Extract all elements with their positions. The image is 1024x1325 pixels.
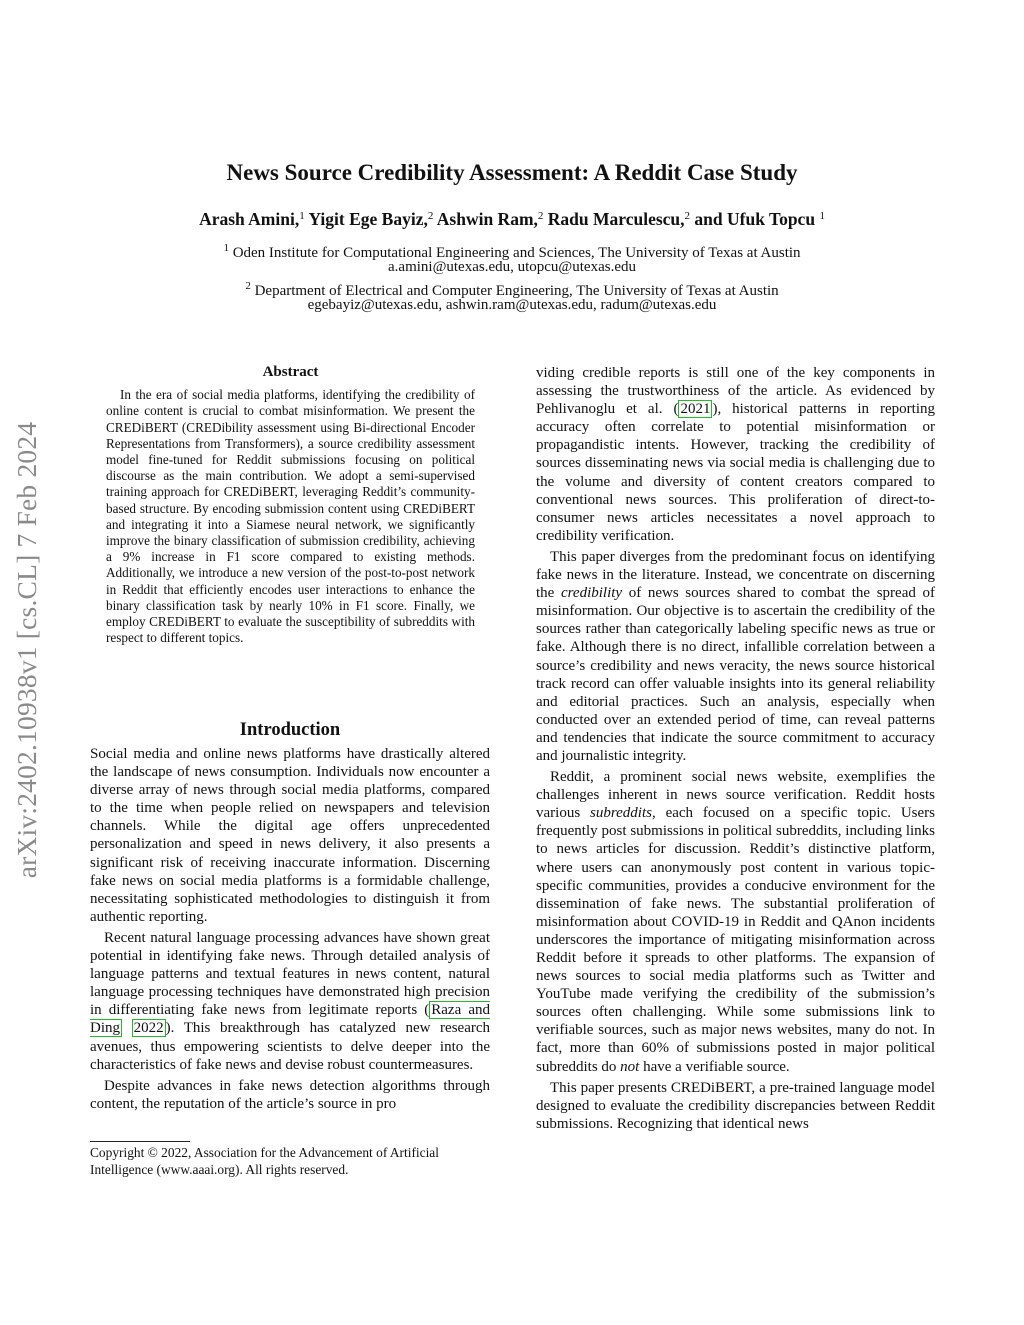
- author-affiliation-mark: 2: [537, 210, 544, 222]
- citation-year-link[interactable]: 2021: [680, 401, 711, 418]
- emphasis-subreddits: subreddits: [590, 805, 652, 822]
- intro-paragraph-5: [536, 768, 935, 1076]
- copyright-footnote: Copyright © 2022, Association for the Advancement of Artificial Intelligence (www.aaai.org). All rights reserved.: [90, 1145, 439, 1177]
- affiliation-2-email: egebayiz@utexas.edu, ashwin.ram@utexas.edu, radum@utexas.edu: [307, 297, 717, 313]
- introduction-heading: Introduction: [239, 720, 341, 740]
- author-affiliation-mark: 2: [684, 210, 691, 222]
- emphasis-credibility: credibility: [560, 585, 623, 602]
- left-column-body: [90, 745, 490, 1113]
- affiliation-mark: 1: [223, 242, 229, 254]
- intro-paragraph-2: [90, 929, 490, 1074]
- abstract-section: [106, 364, 475, 646]
- author-affiliation-mark: 1: [819, 210, 825, 222]
- arxiv-identifier: [12, 370, 42, 930]
- affiliation-1-text: Oden Institute for Computational Engineering and Sciences, The University of Texas at Austin: [228, 245, 801, 261]
- intro-paragraph-3: Despite advances in fake news detection algorithms through content, the reputation of the article’s source in pro: [90, 1077, 490, 1112]
- paragraph-text: This paper diverges from the predominant focus on identifying fake news in the literature. Instead, we concentrate on discerning the: [536, 548, 935, 602]
- author-name: Radu Marculescu,: [543, 209, 685, 229]
- intro-paragraph-4: [536, 548, 935, 765]
- intro-paragraph-3-continued: [536, 364, 935, 545]
- paragraph-text: , each focused on a specific topic. Users frequently post submissions in political subreddits, including links to news articles for discussion. Reddit’s distinctive platform, where users can anonymously post content in various topic-specific communities, provides a conducive environment for the dissemination of fake news. The substantial proliferation of misinformation about COVID-19 in Reddit and QAnon incidents underscores the importance of mitigating misinformation across Reddit before it spreads to other platforms. The expansion of news sources to social media platforms such as Twitter and YouTube made verifying the credibility of the submission’s sources often challenging. While some submissions link to verifiable sources, such as major news websites, many do not. In fact, more than 60% of submissions posted in major political subreddits do: [536, 805, 935, 1075]
- author-affiliation-mark: 1: [299, 210, 305, 222]
- citation-year-link[interactable]: 2022: [133, 1020, 164, 1037]
- author-affiliation-mark: 2: [427, 210, 434, 222]
- affiliation-2-text: Department of Electrical and Computer Engineering, The University of Texas at Austin: [250, 283, 779, 299]
- intro-paragraph-1: Social media and online news platforms have drastically altered the landscape of news consumption. Individuals now encounter a diverse array of news through social media platforms, compared to the time when people relied on newspapers and television channels. While the digital age offers unprecedented personalization and speed in news delivery, it also presents a significant risk of receiving inaccurate information. Discerning fake news on social media platforms is a formidable challenge, necessitating sophisticated methodologies to distinguish it from authentic reporting.: [90, 746, 490, 925]
- author-name: and Ufuk Topcu: [690, 209, 820, 229]
- paragraph-text: Reddit, a prominent social news website, exemplifies the challenges inherent in news source verification. Reddit hosts various: [536, 769, 935, 822]
- citation-link[interactable]: Raza and Ding: [90, 1002, 490, 1037]
- author-name: Arash Amini,: [199, 209, 300, 229]
- arxiv-identifier-text: arXiv:2402.10938v1 [cs.CL] 7 Feb 2024: [11, 421, 42, 879]
- abstract-text: In the era of social media platforms, identifying the credibility of online content is crucial to combat misinformation. We present the CREDiBERT (CREDibility assessment using Bi-directional Encoder Representations from Transformers), a source credibility assessment model fine-tuned for Reddit submissions focusing on political discourse as the main contribution. We adopt a semi-supervised training approach for CREDiBERT, leveraging Reddit’s community-based structure. By encoding submission content using CREDiBERT and integrating it into a Siamese neural network, we significantly improve the binary classification of submission credibility, achieving a 9% increase in F1 score compared to existing methods. Additionally, we introduce a new version of the post-to-post network in Reddit that efficiently encodes user interactions to enhance the binary classification task by nearly 10% in F1 score. Finally, we employ CREDiBERT to evaluate the susceptibility of subreddits with respect to different topics.: [106, 387, 475, 646]
- abstract-heading: Abstract: [262, 364, 319, 380]
- footnote-divider: [90, 1141, 190, 1142]
- affiliation-1-email: a.amini@utexas.edu, utopcu@utexas.edu: [388, 259, 636, 275]
- intro-paragraph-6: This paper presents CREDiBERT, a pre-trained language model designed to evaluate the credibility discrepancies between Reddit submissions. Recognizing that identical news: [536, 1079, 935, 1132]
- paper-title: News Source Credibility Assessment: A Reddit Case Study: [226, 160, 798, 185]
- intro-paragraph-2-text: ). This breakthrough has catalyzed new research avenues, thus empowering scientists to delve deeper into the characteristics of fake news and devise robust countermeasures.: [90, 1020, 491, 1073]
- emphasis-not: not: [620, 1058, 640, 1075]
- right-column-body: [536, 364, 935, 1133]
- author-list: [0, 209, 1024, 230]
- paragraph-text: ), historical patterns in reporting accuracy often correlate to potential misinformation or propagandistic intents. However, tracking the credibility of sources disseminating news via social media is challenging due to the volume and diversity of content creators compared to conventional news sources. This proliferation of direct-to-consumer news articles necessitates a novel approach to credibility verification.: [536, 401, 935, 544]
- paragraph-text: of news sources shared to combat the spread of misinformation. Our objective is to ascertain the credibility of the sources rather than categorically labeling specific news as true or fake. Although there is no direct, infallible correlation between a source’s credibility and news veracity, the news source historical track record can offer valuable insights into its general reliability and editorial practices. Such an analysis, especially when conducted over an extended period of time, can reveal patterns and tendencies that indicate the source commitment to accuracy and journalistic integrity.: [536, 585, 935, 764]
- paragraph-text: viding credible reports is still one of the key components in assessing the trustworthiness of the article. As evidenced by Pehlivanoglu et al. (: [536, 365, 935, 418]
- paragraph-text: have a verifiable source.: [639, 1058, 790, 1075]
- author-name: Ashwin Ram,: [433, 209, 538, 229]
- author-name: Yigit Ege Bayiz,: [304, 209, 428, 229]
- intro-paragraph-2-text: Recent natural language processing advances have shown great potential in identifying fake news. Through detailed analysis of language patterns and textual features in news content, natural language processing techniques have demonstrated high precision in differentiating fake news from legitimate reports (: [90, 929, 490, 1019]
- affiliation-mark: 2: [245, 280, 251, 292]
